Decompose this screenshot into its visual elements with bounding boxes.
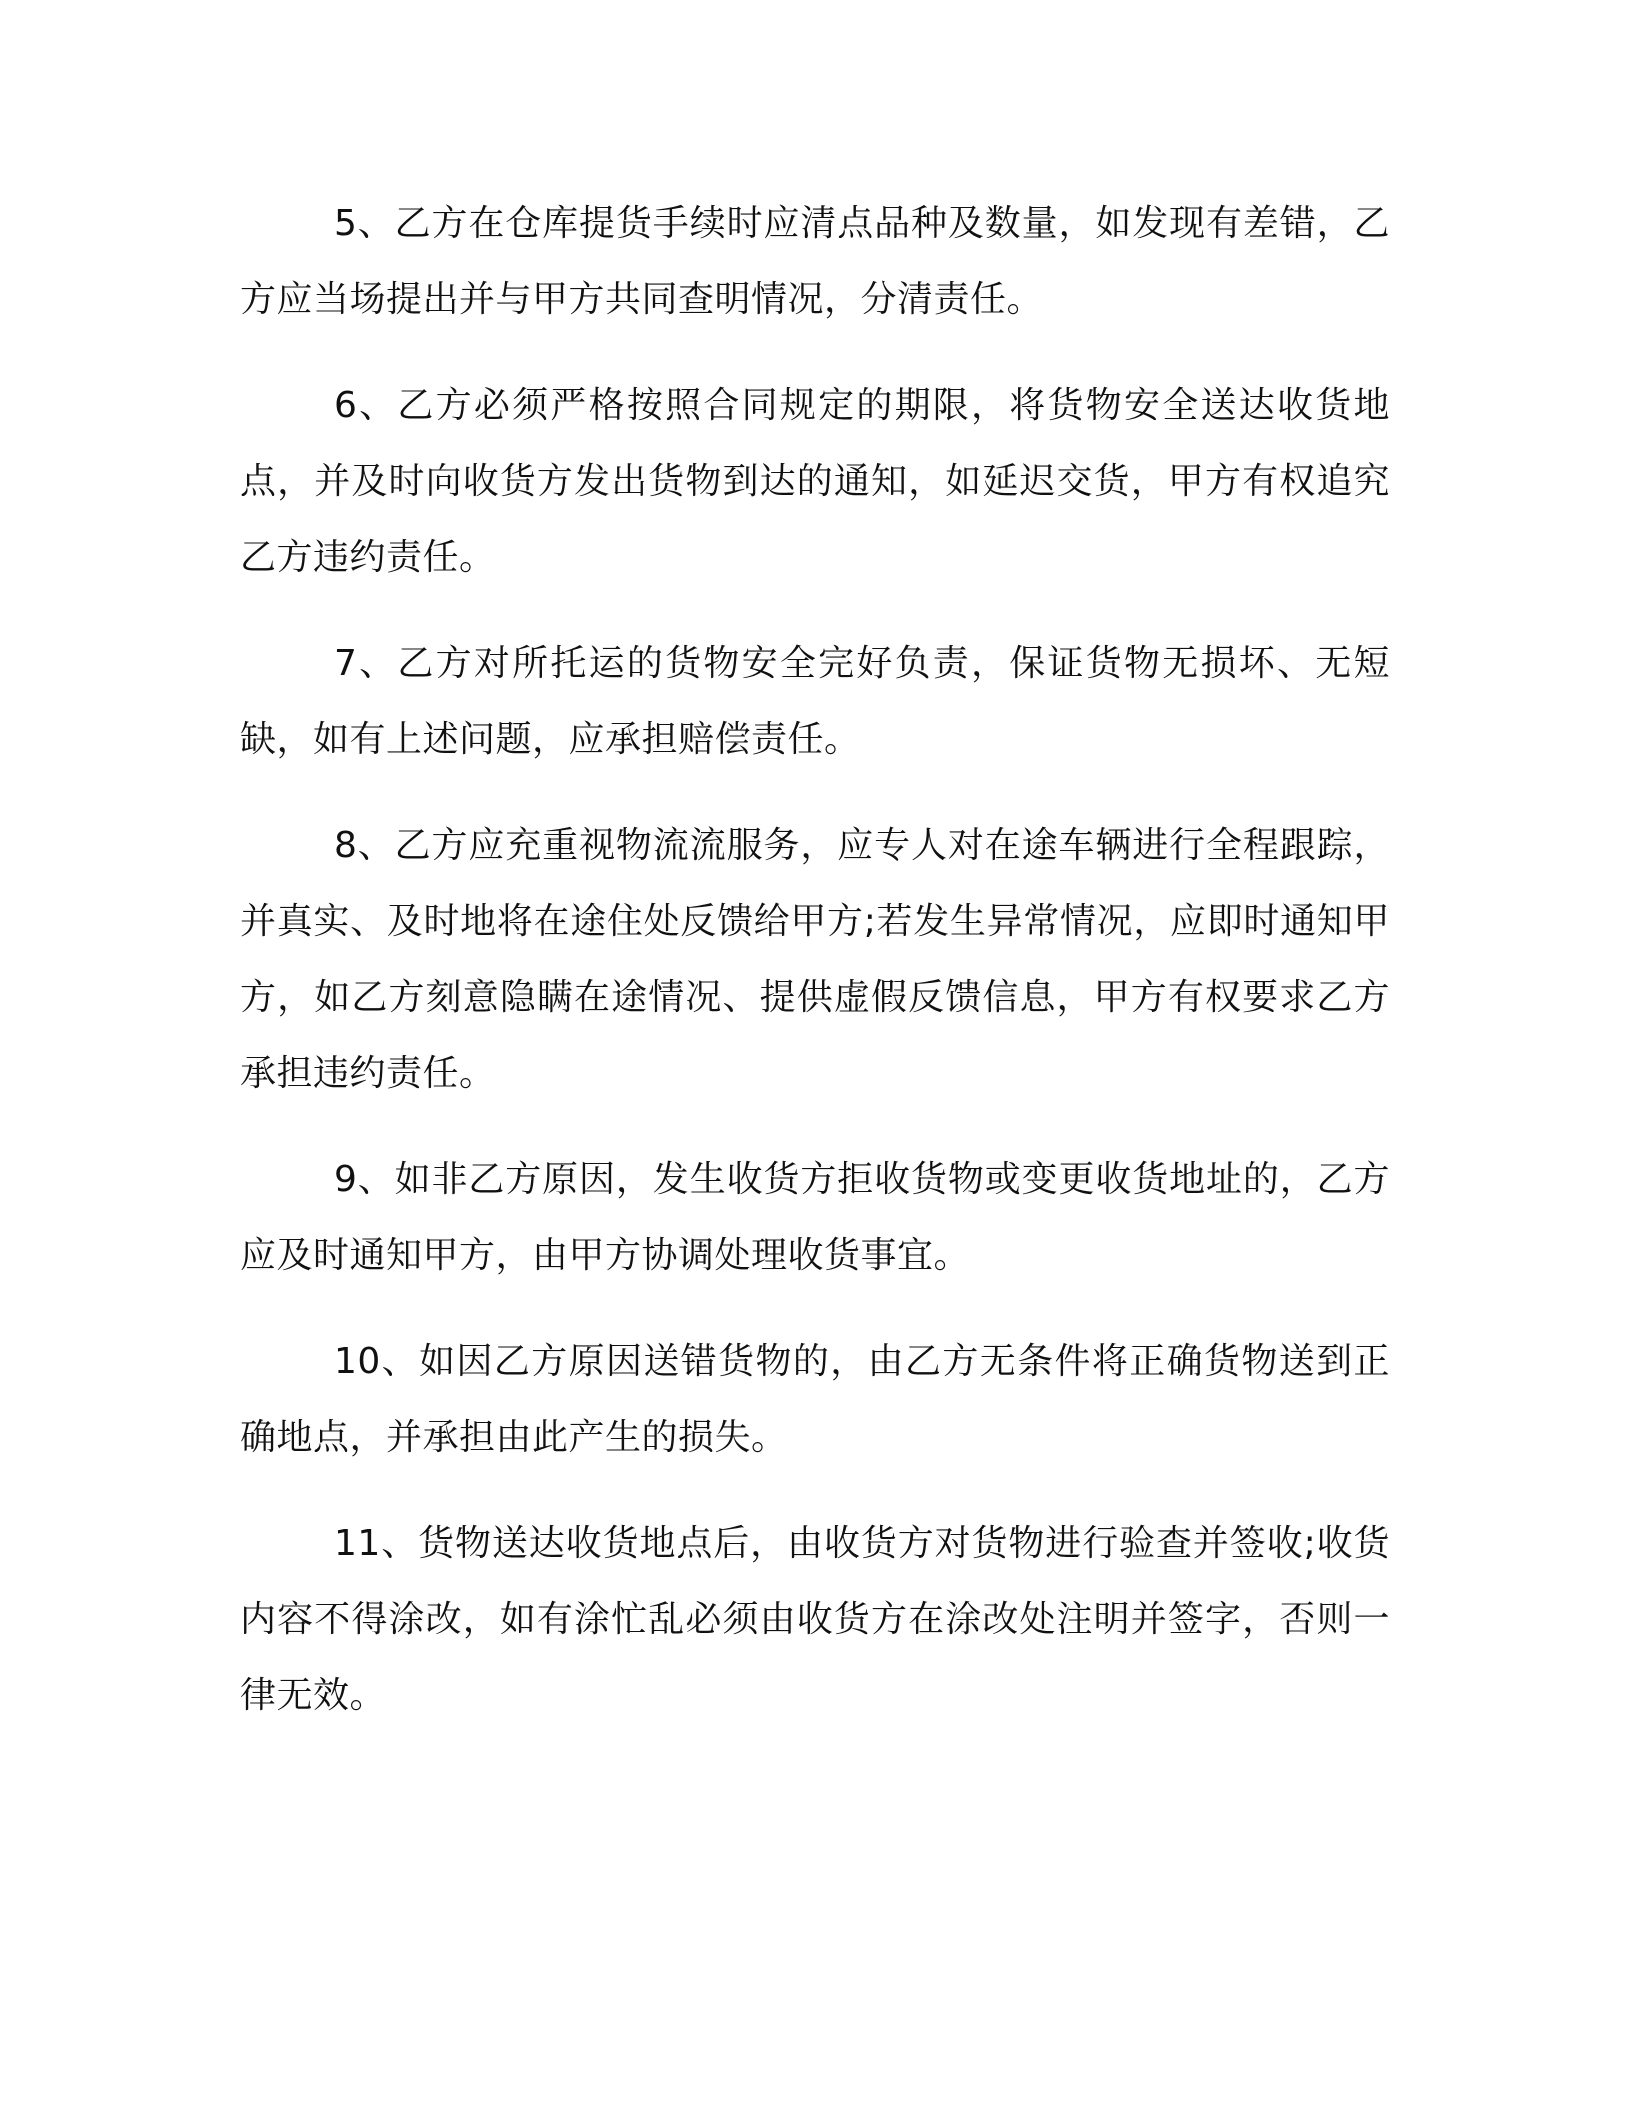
clause-9: 9、如非乙方原因，发生收货方拒收货物或变更收货地址的，乙方应及时通知甲方，由甲方协调处理收货事宜。	[240, 1159, 1390, 1276]
clause-8: 8、乙方应充重视物流流服务，应专人对在途车辆进行全程跟踪，并真实、及时地将在途住处反馈给甲方;若发生异常情况，应即时通知甲方，如乙方刻意隐瞒在途情况、提供虚假反馈信息，甲方有权要求乙方承担违约责任。	[240, 825, 1390, 1094]
clause-6: 6、乙方必须严格按照合同规定的期限，将货物安全送达收货地点，并及时向收货方发出货物到达的通知，如延迟交货，甲方有权追究乙方违约责任。	[240, 385, 1390, 578]
clause-10: 10、如因乙方原因送错货物的，由乙方无条件将正确货物送到正确地点，并承担由此产生的损失。	[240, 1341, 1390, 1458]
clause-5: 5、乙方在仓库提货手续时应清点品种及数量，如发现有差错，乙方应当场提出并与甲方共同查明情况，分清责任。	[240, 203, 1390, 320]
clause-11: 11、货物送达收货地点后，由收货方对货物进行验查并签收;收货内容不得涂改，如有涂忙乱必须由收货方在涂改处注明并签字，否则一律无效。	[240, 1523, 1390, 1716]
document-body	[240, 186, 1390, 1764]
clause-7: 7、乙方对所托运的货物安全完好负责，保证货物无损坏、无短缺，如有上述问题，应承担赔偿责任。	[240, 643, 1390, 760]
